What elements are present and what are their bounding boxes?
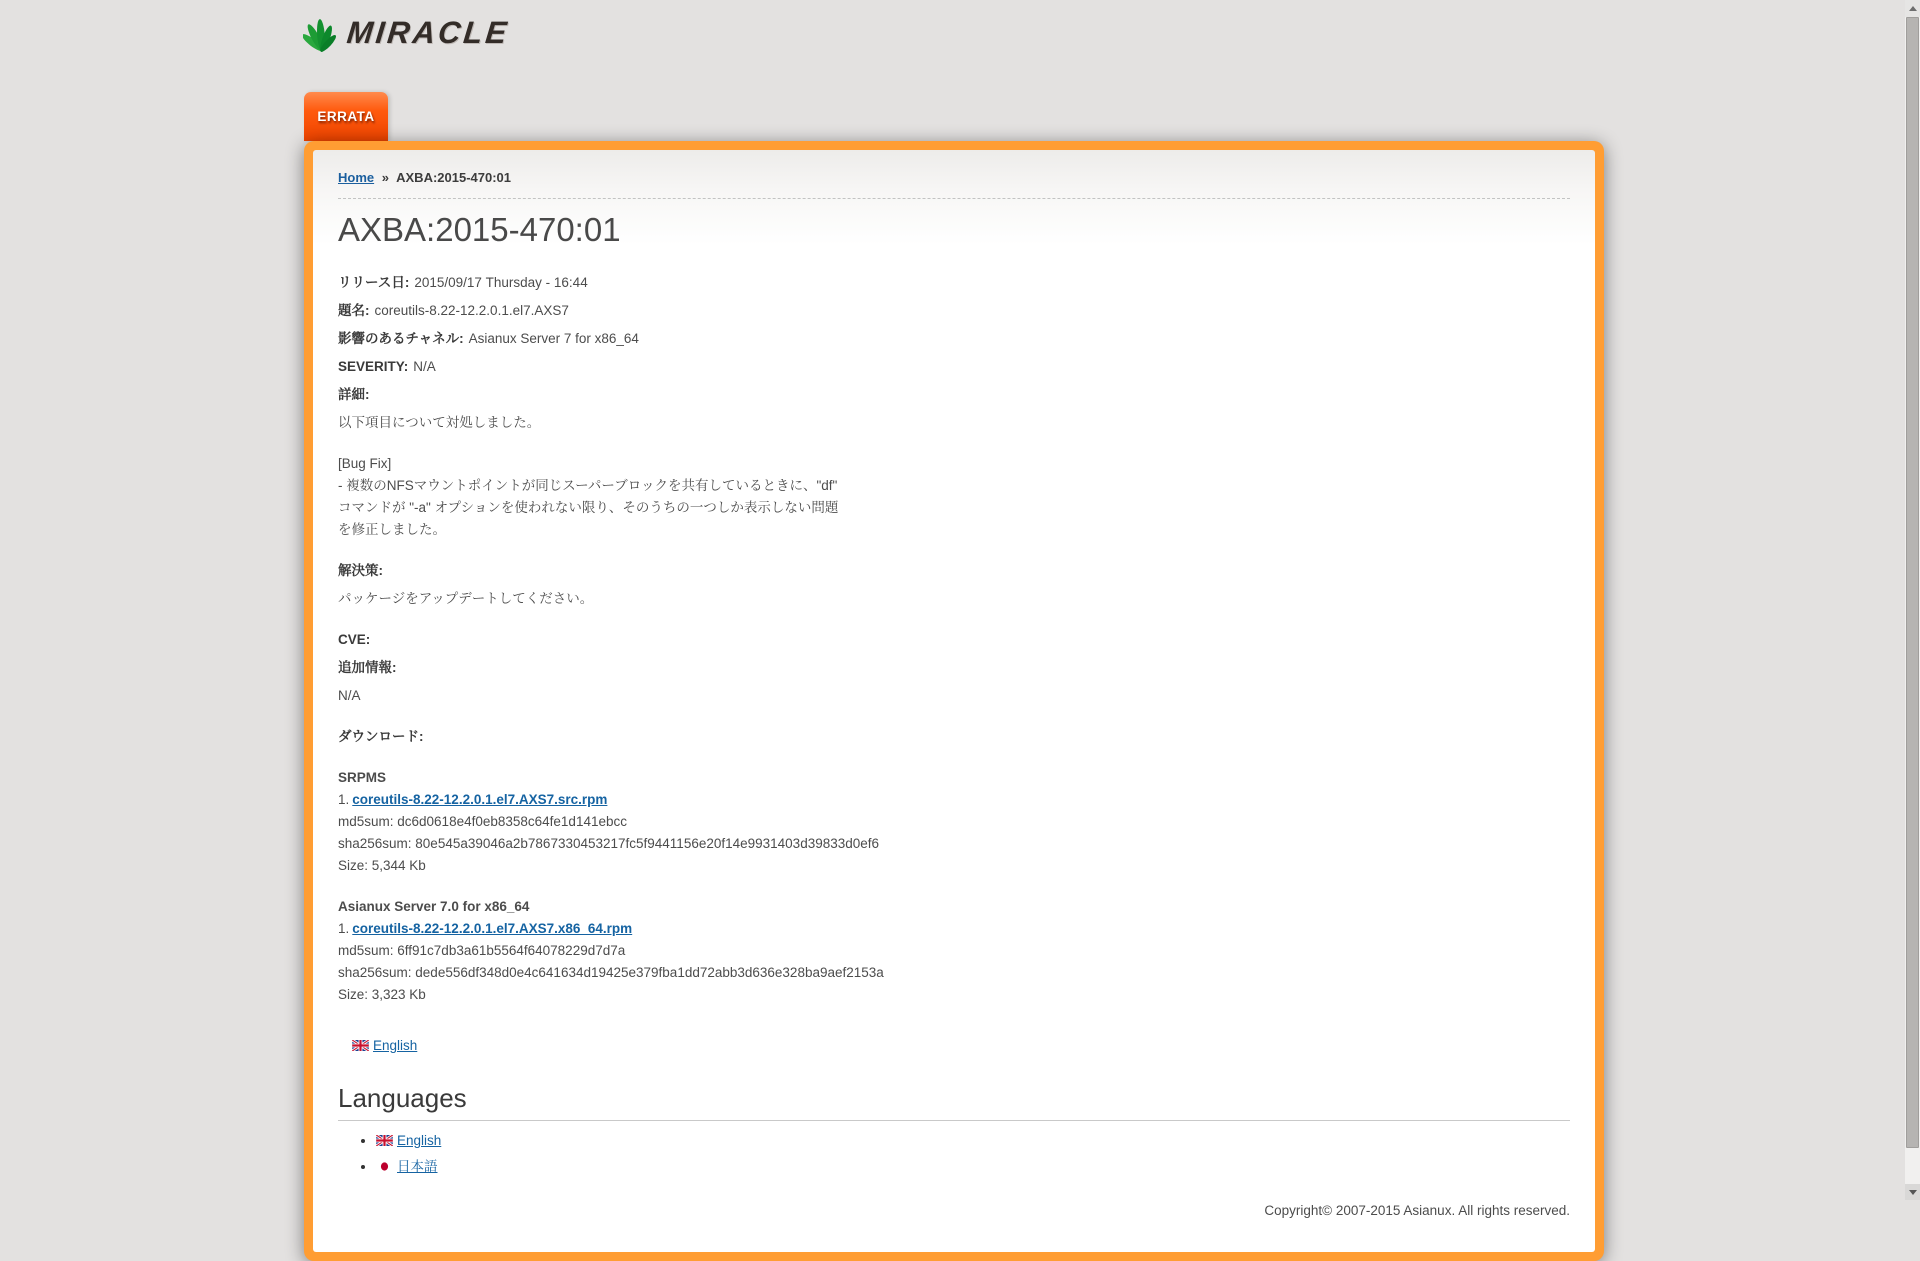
server-heading: Asianux Server 7.0 for x86_64 [338, 899, 530, 914]
server-item [338, 919, 1570, 938]
tab-errata-label: ERRATA [317, 109, 375, 124]
cve-label-row [338, 630, 1570, 649]
detail-intro: 以下項目について対処しました。 [338, 415, 541, 430]
download-label-row [338, 727, 1570, 746]
copyright-notice: Copyright© 2007-2015 Asianux. All rights reserved. [1264, 1203, 1570, 1218]
additional-label: 追加情報: [338, 660, 397, 675]
bugfix-line: [Bug Fix] [338, 456, 392, 471]
language-item-english [376, 1133, 1570, 1148]
severity-label: SEVERITY: [338, 359, 409, 374]
srpms-size: Size: 5,344 Kb [338, 858, 426, 873]
srpms-block [338, 768, 1570, 875]
tab-errata[interactable] [304, 92, 388, 141]
content-area [313, 150, 1595, 1252]
subject-label: 題名: [338, 303, 370, 318]
severity-value: N/A [413, 359, 436, 374]
breadcrumb-separator: » [381, 170, 389, 185]
bugfix-line: コマンドが "-a" オプションを使われない限り、そのうちの一つしか表示しない問題 [338, 500, 839, 515]
srpms-sha256sum: sha256sum: 80e545a39046a2b7867330453217fc5f9441156e20f14e9931403d39833d0ef6 [338, 836, 880, 851]
language-label-english: English [397, 1133, 442, 1148]
release-date-value: 2015/09/17 Thursday - 16:44 [414, 275, 588, 290]
breadcrumb-current: AXBA:2015-470:01 [396, 170, 512, 185]
additional-value: N/A [338, 688, 361, 703]
cve-label: CVE: [338, 632, 371, 647]
miracle-logo[interactable] [303, 12, 512, 54]
server-item-number: 1. [338, 921, 350, 936]
scrollbar-down-button[interactable] [1905, 1184, 1920, 1200]
detail-label: 詳細: [338, 387, 370, 402]
solution-value: パッケージをアップデートしてください。 [338, 591, 594, 606]
languages-divider [338, 1120, 1570, 1121]
additional-label-row [338, 658, 1570, 677]
english-version-label: English [373, 1038, 418, 1053]
inline-language-row [352, 1038, 1570, 1053]
scrollbar-up-button[interactable] [1905, 0, 1920, 17]
english-version-link[interactable] [352, 1038, 417, 1053]
detail-label-row [338, 385, 1570, 404]
uk-flag-icon [376, 1134, 393, 1145]
solution-label: 解決策: [338, 563, 383, 578]
server-block [338, 897, 1570, 1004]
bugfix-line: - 複数のNFSマウントポイントが同じスーパーブロックを共有しているときに、"df" [338, 478, 838, 493]
bugfix-line: を修正しました。 [338, 522, 446, 537]
breadcrumb-home-link[interactable]: Home [338, 170, 375, 185]
jp-flag-icon [376, 1160, 393, 1171]
scrollbar[interactable] [1905, 0, 1920, 1200]
language-item-japanese [376, 1155, 1570, 1175]
srpms-item-number: 1. [338, 792, 350, 807]
subject-row [338, 301, 1570, 320]
scrollbar-thumb[interactable] [1906, 17, 1919, 1148]
solution-label-row [338, 561, 1570, 580]
language-label-japanese: 日本語 [397, 1159, 438, 1174]
scroll-up-icon [1909, 6, 1917, 11]
language-link-english[interactable] [376, 1133, 441, 1148]
srpms-md5sum: md5sum: dc6d0618e4f0eb8358c64fe1d141ebcc [338, 814, 627, 829]
bugfix-block [338, 454, 1570, 539]
server-size: Size: 3,323 Kb [338, 987, 426, 1002]
severity-row [338, 357, 1570, 376]
languages-heading: Languages [338, 1083, 467, 1113]
subject-value: coreutils-8.22-12.2.0.1.el7.AXS7 [374, 303, 569, 318]
release-date-label: リリース日: [338, 275, 410, 290]
channel-label: 影響のあるチャネル: [338, 331, 464, 346]
language-link-japanese[interactable] [376, 1159, 438, 1174]
content-frame [304, 141, 1604, 1261]
download-label: ダウンロード: [338, 729, 424, 744]
srpms-item [338, 790, 1570, 809]
breadcrumb-divider [338, 198, 1570, 199]
channel-value: Asianux Server 7 for x86_64 [468, 331, 639, 346]
languages-list [360, 1133, 1570, 1175]
srpms-heading: SRPMS [338, 770, 387, 785]
server-sha256sum: sha256sum: dede556df348d0e4c641634d19425e379fba1dd72abb3d636e328ba9aef2153a [338, 965, 884, 980]
release-date-row [338, 273, 1570, 292]
uk-flag-icon [352, 1039, 369, 1050]
breadcrumb [338, 170, 1570, 185]
scroll-down-icon [1909, 1190, 1917, 1195]
page-title: AXBA:2015-470:01 [338, 211, 621, 248]
server-md5sum: md5sum: 6ff91c7db3a61b5564f64078229d7d7a [338, 943, 626, 958]
channel-row [338, 329, 1570, 348]
server-rpm-link[interactable]: coreutils-8.22-12.2.0.1.el7.AXS7.x86_64.rpm [352, 921, 633, 936]
logo-wordmark: MIRACLE [345, 15, 512, 50]
srpms-rpm-link[interactable]: coreutils-8.22-12.2.0.1.el7.AXS7.src.rpm [352, 792, 608, 807]
leaf-icon [303, 12, 341, 54]
